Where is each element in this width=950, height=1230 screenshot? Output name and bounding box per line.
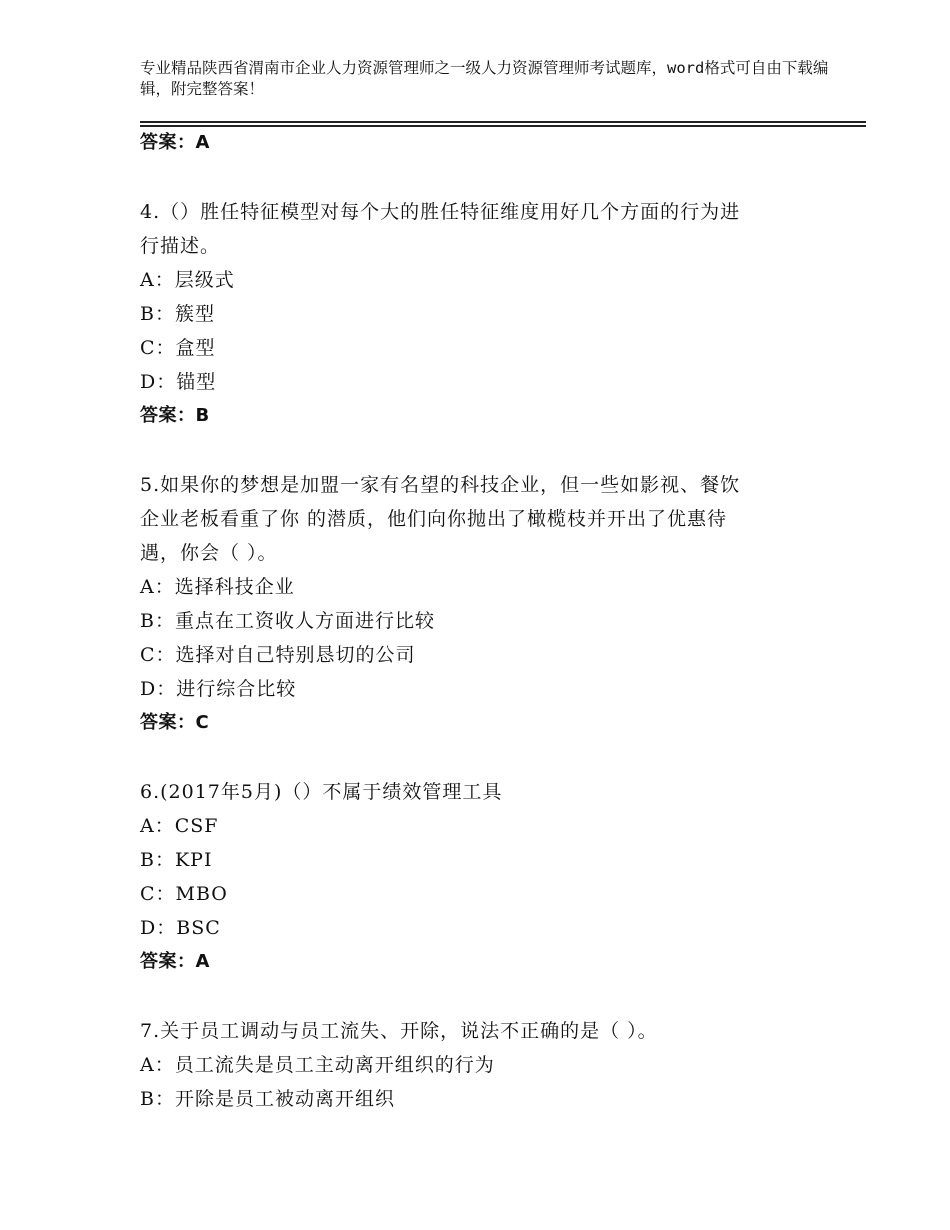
option-b: B：开除是员工被动离开组织: [140, 1088, 395, 1110]
question-stem: 6.(2017年5月)（）不属于绩效管理工具: [140, 781, 503, 803]
option-c: C：MBO: [140, 883, 228, 905]
answer-line: 答案：B: [140, 405, 210, 426]
option-a: A：CSF: [140, 815, 219, 837]
answer-line: 答案：A: [140, 951, 210, 972]
option-b: B：簇型: [140, 303, 215, 325]
question-stem: 7.关于员工调动与员工流失、开除，说法不正确的是（ ）。: [140, 1020, 658, 1042]
option-a: A：员工流失是员工主动离开组织的行为: [140, 1054, 495, 1076]
option-b: B：KPI: [140, 849, 213, 871]
page-header: 专业精品陕西省渭南市企业人力资源管理师之一级人力资源管理师考试题库，word格式可自由下载编辑，附完整答案！: [140, 59, 829, 98]
question-stem: 5.如果你的梦想是加盟一家有名望的科技企业，但一些如影视、餐饮: [140, 474, 741, 496]
option-c: C：盒型: [140, 337, 216, 359]
answer-line: 答案：C: [140, 712, 210, 733]
option-a: A：层级式: [140, 269, 235, 291]
header-rule-bottom: [140, 125, 866, 127]
header-rule-top: [140, 121, 866, 123]
option-d: D：进行综合比较: [140, 678, 297, 700]
answer-line: 答案：A: [140, 132, 210, 153]
question-stem: 4.（）胜任特征模型对每个大的胜任特征维度用好几个方面的行为进: [140, 201, 741, 223]
question-stem: 行描述。: [140, 235, 221, 257]
question-stem: 企业老板看重了你 的潜质，他们向你抛出了橄榄枝并开出了优惠待: [140, 508, 728, 530]
option-d: D：锚型: [140, 371, 217, 393]
option-c: C：选择对自己特别恳切的公司: [140, 644, 416, 666]
question-stem: 遇，你会（ ）。: [140, 542, 278, 564]
option-a: A：选择科技企业: [140, 576, 295, 598]
option-d: D：BSC: [140, 917, 221, 939]
option-b: B：重点在工资收人方面进行比较: [140, 610, 435, 632]
